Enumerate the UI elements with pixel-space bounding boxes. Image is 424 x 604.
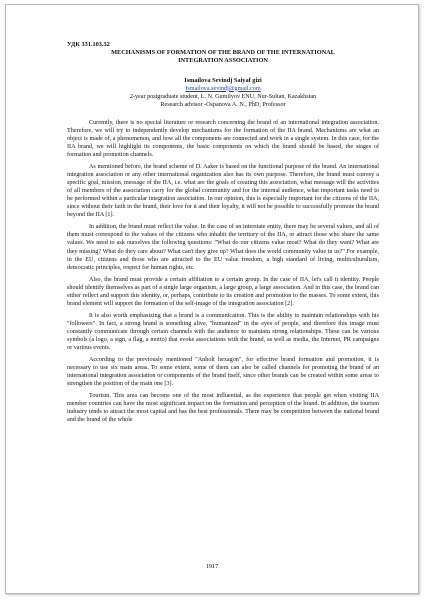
paper-title-line-1: MECHANISMS OF FORMATION OF THE BRAND OF THE INTERNATIONAL [111,49,335,57]
paper-title [67,49,379,65]
paper-content [67,41,379,428]
body-paragraph: As mentioned before, the brand scheme of D. Aaker is based on the functional purpose of the brand. An international integration association or any other international organization also has its own purpose. Therefore, the brand must convey a specific goal, mission, message of the IIA, i.e. what are the goals of creating this association, what message will the activities of all members of the association carry for the global community and for the internal audience, what important tasks need to be performed within a particular integration association. In our opinion, this is especially important for the citizens of the IIA, since without their faith in the brand, their love for it and their loyalty, it will not be possible to successfully promote the brand beyond the IIA [1]. [67,164,379,219]
body-paragraph: Also, the brand must provide a certain affiliation to a certain group. In the case of IIA, let's call it identity. People should identify themselves as part of a single large organism, a large group, a large association. And in this case, the brand can either reflect and support this identity, or, perhaps, contribute to its creation and promotion to the masses. To some extent, this brand element will support the formation of the self-image of the integration association [2]. [67,276,379,307]
body-paragraph: In addition, the brand must reflect the value. In the case of an interstate entity, there may be several values, and all of them must correspond to the values of the citizens who inhabit the territory of the IIA, or attract those who share the same values. We need to ask ourselves the following questions: "What do our citizens value most? What do they want? What are they missing? What do they care about? What can't they give up? What does the world community value in us?" For example, in the EU, citizens and those who are attracted to the EU value freedom, a high standard of living, multiculturalism, democratic principles, respect for human rights, etc. [67,224,379,271]
udk-code: УДК 331.103.32 [67,41,110,48]
body-paragraph: Tourism. This area can become one of the most influential, as the experience that people get when visiting IIA member countries can have the most significant impact on the formation and perception of the brand. In addition, the tourism industry tends to attract the most capital and has the best professionals. There may be competition between the national brand and the brand of the whole [67,393,379,424]
paper-title-line-2: INTEGRATION ASSOCIATION [178,56,268,64]
body-paragraph: It is also worth emphasizing that a brand is a communication. This is the ability to maintain relationships with his "followers". In fact, a strong brand is something alive, "humanized" in the eyes of people, and therefore this image must constantly communicate through certain channels with the audience to maintain strong relationships. These can be various symbols (a logo, a sign, a flag, a motto) that evoke associations with the brand, as well as media, the Internet, PR campaigns or various events. [67,312,379,352]
body-paragraph: According to the previously mentioned "Anholt hexagon", for effective brand formation and promotion, it is necessary to use six main areas. To some extent, some of them can also be called channels for promoting the brand of an international integration association or components of the brand itself, since other brands can be created within some areas to strengthen the position of the main one [3]. [67,357,379,388]
author-name: Ismailova Sevindj Saiyaf gizi [184,76,262,84]
page-number: 1917 [205,563,219,570]
research-advisor: Research advisor -Ospanova A. N., PhD, Professor [160,101,286,108]
body-paragraph: Currently, there is no special literature or research concerning the brand of an international integration association. Therefore, we will try to independently develop mechanisms for the formation of the IIA brand. Mechanisms are what an object is made of, a phenomenon, and how all the components are connected and work in a single system. In this case, for the IIA brand, we will highlight its components, the basic components on which the brand should be based, the stages of formation and promotion channels. [67,119,379,159]
author-email-link[interactable]: Ismailova.sevindj@gmail.com [185,85,261,92]
document-page [5,4,419,594]
author-block [67,77,379,109]
author-affiliation: 2-year postgraduate student, L. N. Gumilyov ENU, Nur-Sultan, Kazakhstan [129,93,317,100]
